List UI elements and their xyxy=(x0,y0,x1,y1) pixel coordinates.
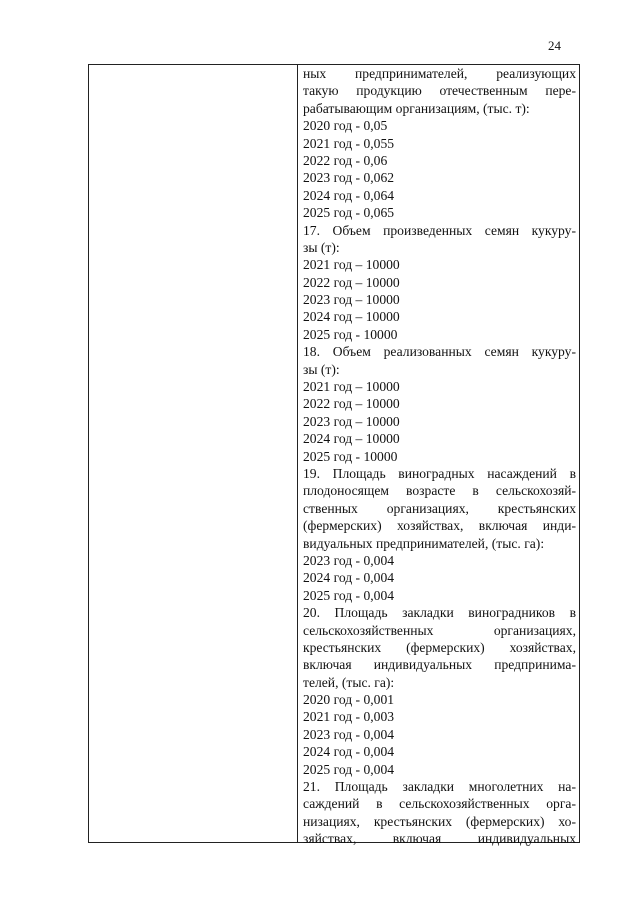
text-line: 2021 год - 0,003 xyxy=(303,709,395,725)
text-line: саждений в сельскохозяйственных орга- xyxy=(303,796,576,812)
text-line: 2023 год - 0,004 xyxy=(303,552,395,568)
text-line: ственных организациях, крестьянских xyxy=(303,500,576,516)
text-line: 18. Объем реализованных семян кукуру- xyxy=(303,344,576,360)
text-line: низациях, крестьянских (фермерских) хо- xyxy=(303,813,576,829)
text-line: 17. Объем произведенных семян кукуру- xyxy=(303,222,576,238)
text-line: такую продукцию отечественным пере- xyxy=(303,83,576,99)
text-line: 2024 год - 0,064 xyxy=(303,187,395,203)
text-line: 2025 год - 0,065 xyxy=(303,205,395,221)
text-line: 2021 год – 10000 xyxy=(303,379,400,395)
text-line: 2023 год – 10000 xyxy=(303,292,400,308)
text-line: 2025 год - 0,004 xyxy=(303,587,395,603)
text-line: 2023 год - 0,062 xyxy=(303,170,395,186)
text-line: 2024 год - 0,004 xyxy=(303,570,395,586)
text-line: 2022 год - 0,06 xyxy=(303,152,388,168)
text-line: 2021 год - 0,055 xyxy=(303,135,395,151)
text-line: сельскохозяйственных организациях, xyxy=(303,622,576,638)
text-line: (фермерских) хозяйствах, включая инди- xyxy=(303,518,576,534)
text-line: 2025 год - 10000 xyxy=(303,326,398,342)
text-line: крестьянских (фермерских) хозяйствах, xyxy=(303,639,576,655)
text-line: включая индивидуальных предпринима- xyxy=(303,657,576,673)
text-line: 2020 год - 0,05 xyxy=(303,118,388,134)
text-line: 2020 год - 0,001 xyxy=(303,692,395,708)
text-line: зяйствах, включая индивидуальных xyxy=(303,831,576,847)
text-line: 2024 год – 10000 xyxy=(303,431,400,447)
text-line: 2024 год - 0,004 xyxy=(303,744,395,760)
text-line: 2023 год – 10000 xyxy=(303,413,400,429)
text-line: 2022 год – 10000 xyxy=(303,274,400,290)
text-line: 21. Площадь закладки многолетних на- xyxy=(303,779,576,795)
column-divider xyxy=(297,65,298,842)
text-line: видуальных предпринимателей, (тыс. га): xyxy=(303,535,545,551)
text-line: 20. Площадь закладки виноградников в xyxy=(303,605,576,621)
text-line: 2024 год – 10000 xyxy=(303,309,400,325)
text-line: 19. Площадь виноградных насаждений в xyxy=(303,465,576,481)
text-line: 2021 год – 10000 xyxy=(303,257,400,273)
text-line: 2023 год - 0,004 xyxy=(303,726,395,742)
text-line: 2025 год - 10000 xyxy=(303,448,398,464)
text-line: 2025 год - 0,004 xyxy=(303,761,395,777)
indicators-cell xyxy=(299,65,581,848)
document-table xyxy=(88,64,580,847)
text-line: телей, (тыс. га): xyxy=(303,674,395,690)
text-line: зы (т): xyxy=(303,361,340,377)
text-line: рабатывающим организациям, (тыс. т): xyxy=(303,100,530,116)
page-number: 24 xyxy=(548,38,561,53)
text-line: плодоносящем возрасте в сельскохозяй- xyxy=(303,483,576,499)
text-line: ных предпринимателей, реализующих xyxy=(303,66,576,81)
text-line: зы (т): xyxy=(303,239,340,255)
text-line: 2022 год – 10000 xyxy=(303,396,400,412)
